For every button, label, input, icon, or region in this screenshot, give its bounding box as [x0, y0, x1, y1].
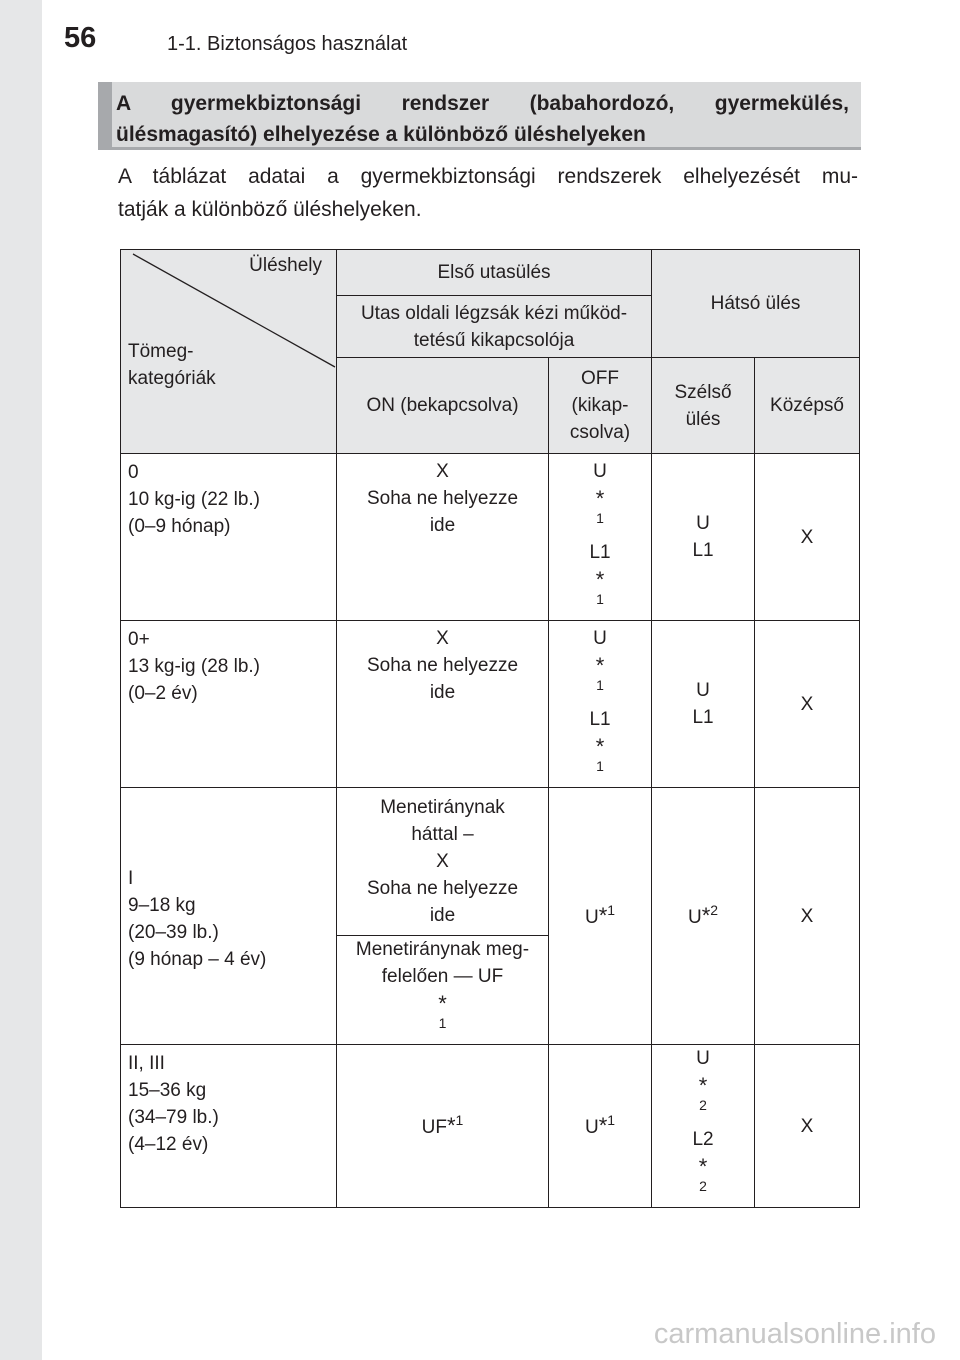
airbag-switch-header-line: tetésű kikapcsolója	[413, 329, 575, 351]
footnote-star: *	[598, 1112, 608, 1138]
footnote-number: 2	[699, 1178, 707, 1194]
watermark: carmanualsonline.info	[653, 1318, 936, 1350]
weight-group-cell	[121, 621, 337, 788]
footnote-number: 1	[596, 677, 604, 693]
weight-group-line: 10 kg-ig (22 lb.)	[128, 489, 261, 510]
cell-line: U	[696, 513, 710, 534]
cell-line: Soha ne helyezze	[366, 655, 519, 676]
cell-line	[656, 1126, 750, 1207]
section-title-line: ülésmagasító) elhelyezése a különböző üléshelyeken	[116, 123, 646, 146]
weight-group-line: 13 kg-ig (28 lb.)	[128, 656, 261, 677]
cell-line: L1	[692, 540, 714, 561]
cell-line	[553, 539, 647, 620]
outer-seat-header-line: ülés	[685, 408, 721, 430]
cell-value: U	[696, 1048, 710, 1069]
footnote-star: *	[698, 1073, 708, 1098]
seat-position-label: Üléshely	[249, 255, 322, 276]
weight-group-line: 0	[128, 462, 139, 483]
cell-value: L1	[589, 709, 611, 730]
cell-line: Soha ne helyezze	[366, 488, 519, 509]
airbag-off-cell	[549, 621, 652, 788]
cell-value: L2	[692, 1129, 714, 1150]
outer-seat-header	[652, 358, 755, 454]
footnote-star: *	[595, 734, 605, 759]
center-seat-cell: X	[755, 621, 860, 788]
outer-seat-cell	[652, 788, 755, 1045]
intro-line: A táblázat adatai a gyermekbiztonsági rendszerek elhelyezését mu-	[118, 165, 858, 188]
airbag-switch-header-line: Utas oldali légzsák kézi működ-	[360, 302, 628, 324]
off-header	[549, 358, 652, 454]
weight-group-label-line: Tömeg-	[128, 341, 194, 362]
cell-line: X	[436, 628, 449, 649]
footnote-star: *	[446, 1112, 456, 1138]
footnote-star: *	[701, 902, 711, 928]
cell-value: felelően — UF	[381, 966, 504, 987]
weight-group-line: II, III	[128, 1053, 165, 1074]
intro-paragraph	[118, 160, 858, 226]
weight-group-cell	[121, 1045, 337, 1208]
section-title	[116, 88, 849, 150]
footnote-star: *	[595, 567, 605, 592]
footnote-star: *	[595, 653, 605, 678]
title-accent-bar	[98, 82, 112, 147]
center-seat-cell: X	[755, 788, 860, 1045]
cell-value: UF	[421, 1116, 447, 1138]
intro-line: tatják a különböző üléshelyeken.	[118, 198, 422, 221]
cell-line: L1	[692, 707, 714, 728]
table-corner-cell	[121, 250, 337, 454]
cell-line: Menetiránynak	[380, 797, 505, 818]
footnote-number: 2	[699, 1097, 707, 1113]
weight-group-cell	[121, 454, 337, 621]
weight-group-line: 0+	[128, 629, 150, 650]
airbag-on-cell	[337, 454, 549, 621]
page-number: 56	[64, 22, 97, 54]
outer-seat-cell	[652, 454, 755, 621]
airbag-off-cell	[549, 454, 652, 621]
footnote-number: 2	[710, 901, 719, 918]
cell-line: ide	[429, 905, 456, 926]
off-header-line: csolva)	[569, 422, 631, 443]
airbag-on-cell	[337, 621, 549, 788]
off-header-line: OFF	[581, 368, 619, 389]
footnote-star: *	[698, 1154, 708, 1179]
cell-line: Menetiránynak meg-	[355, 939, 530, 960]
cell-line	[553, 706, 647, 787]
airbag-off-cell	[549, 788, 652, 1045]
weight-group-label	[128, 338, 216, 392]
cell-line: Soha ne helyezze	[366, 878, 519, 899]
cell-value: U	[687, 906, 702, 928]
cell-value: U	[593, 628, 607, 649]
cell-line	[341, 963, 544, 1044]
airbag-switch-header	[337, 296, 652, 358]
cell-line: ide	[429, 682, 456, 703]
footnote-number: 1	[438, 1015, 447, 1031]
section-title-box	[98, 82, 861, 150]
cell-line: U	[696, 680, 710, 701]
weight-group-line: 9–18 kg	[128, 894, 196, 916]
center-seat-header: Középső	[755, 358, 860, 454]
footnote-number: 1	[607, 1111, 616, 1128]
section-title-line: A gyermekbiztonsági rendszer (babahordozó, gyermekülés,	[116, 92, 849, 115]
weight-group-line: (34–79 lb.)	[128, 1107, 219, 1128]
airbag-on-cell	[337, 788, 549, 936]
rear-seat-header: Hátsó ülés	[652, 250, 860, 358]
airbag-on-cell	[337, 1045, 549, 1208]
weight-group-line: (20–39 lb.)	[128, 921, 219, 943]
cell-line: X	[436, 851, 449, 872]
footnote-star: *	[598, 902, 608, 928]
child-seat-placement-table	[120, 249, 860, 1208]
cell-line: ide	[429, 515, 456, 536]
cell-line	[656, 1045, 750, 1126]
footnote-star: *	[595, 486, 605, 511]
cell-line: háttal –	[411, 824, 474, 845]
front-seat-header: Első utasülés	[337, 250, 652, 296]
weight-group-cell	[121, 788, 337, 1045]
airbag-off-cell	[549, 1045, 652, 1208]
cell-value: U	[584, 1116, 599, 1138]
weight-group-label-line: kategóriák	[128, 368, 216, 389]
footnote-number: 1	[596, 510, 604, 526]
weight-group-line: (9 hónap – 4 év)	[128, 948, 267, 970]
cell-line: X	[436, 461, 449, 482]
center-seat-cell: X	[755, 454, 860, 621]
cell-line	[553, 458, 647, 539]
weight-group-line: I	[128, 867, 134, 889]
footnote-number: 1	[455, 1111, 464, 1128]
cell-value: L1	[589, 542, 611, 563]
cell-value: U	[584, 906, 599, 928]
footnote-number: 1	[596, 591, 604, 607]
section-label: 1-1. Biztonságos használat	[167, 33, 408, 55]
weight-group-line: 15–36 kg	[128, 1080, 207, 1101]
side-tab-strip	[0, 0, 42, 1360]
weight-group-line: (0–2 év)	[128, 683, 198, 704]
outer-seat-cell	[652, 621, 755, 788]
footnote-number: 1	[607, 901, 616, 918]
center-seat-cell: X	[755, 1045, 860, 1208]
on-header: ON (bekapcsolva)	[337, 358, 549, 454]
off-header-line: (kikap-	[571, 395, 629, 416]
cell-value: U	[593, 461, 607, 482]
footnote-star: *	[438, 991, 447, 1016]
cell-line	[553, 625, 647, 706]
weight-group-line: (0–9 hónap)	[128, 516, 231, 537]
outer-seat-header-line: Szélső	[674, 381, 732, 403]
footnote-number: 1	[596, 758, 604, 774]
outer-seat-cell	[652, 1045, 755, 1208]
airbag-on-cell	[337, 936, 549, 1045]
weight-group-line: (4–12 év)	[128, 1134, 209, 1155]
